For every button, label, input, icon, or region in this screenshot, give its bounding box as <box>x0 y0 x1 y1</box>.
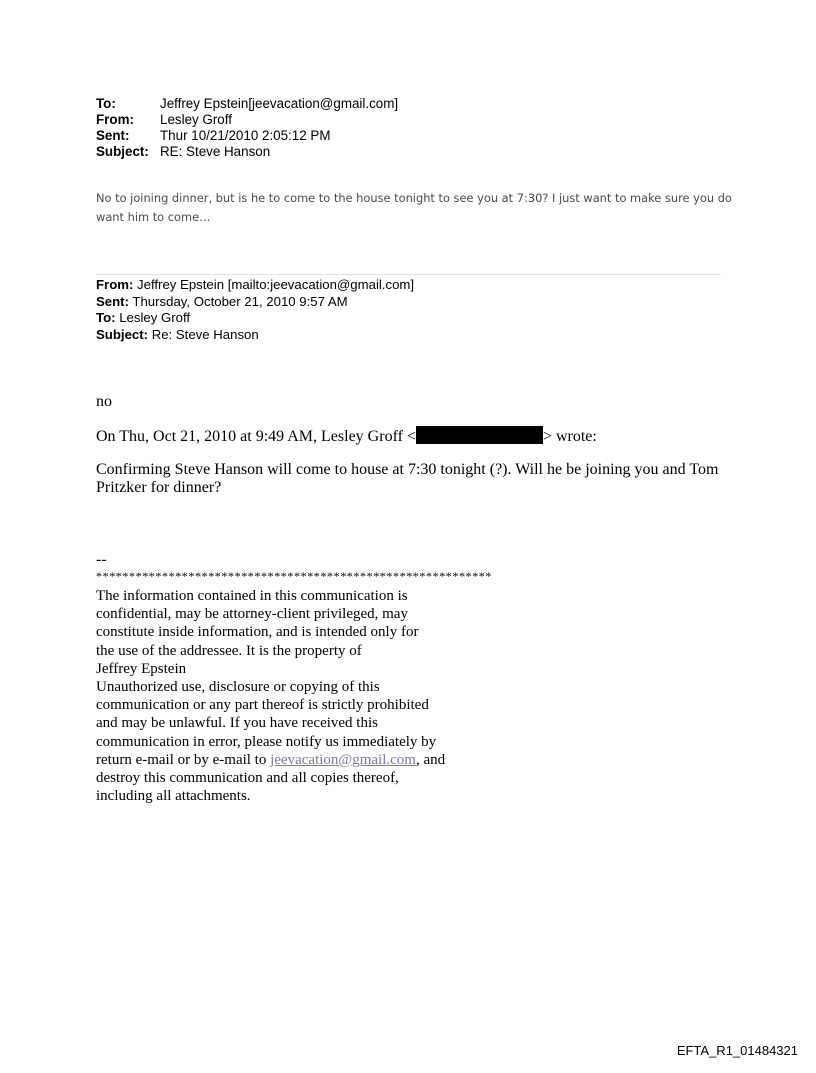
disclaimer-line: confidential, may be attorney-client privileged, may <box>96 606 408 623</box>
disclaimer-line: communication in error, please notify us immediately by <box>96 733 437 750</box>
email-link[interactable]: jeevacation@gmail.com <box>270 751 416 768</box>
disclaimer-line: the use of the addressee. It is the property of <box>96 642 362 659</box>
original-to-label: To: <box>96 310 116 325</box>
disclaimer-line: Jeffrey Epstein <box>96 660 187 677</box>
original-sent-label: Sent: <box>96 293 129 309</box>
original-to-row <box>96 310 414 327</box>
asterisk-divider: ************************************************************ <box>96 569 492 583</box>
sent-label: Sent: <box>96 128 130 143</box>
reply-body: No to joining dinner, but is he to come to the house tonight to see you at 7:30? I just want to make sure you do want him to come… <box>96 191 732 224</box>
to-label: To: <box>96 96 116 111</box>
original-from-row <box>96 277 414 294</box>
original-sent-value: Thursday, October 21, 2010 9:57 AM <box>128 293 348 309</box>
disclaimer-line: Unauthorized use, disclosure or copying of this <box>96 679 380 696</box>
disclaimer-line: communication or any part thereof is strictly prohibited <box>96 697 429 714</box>
disclaimer-line: constitute inside information, and is intended only for <box>96 624 419 641</box>
disclaimer-line: destroy this communication and all copies thereof, <box>96 770 399 787</box>
disclaimer-link-prefix: return e-mail or by e-mail to <box>96 751 271 768</box>
reply-no-text: no <box>96 393 112 410</box>
subject-label: Subject: <box>96 144 149 159</box>
disclaimer-line: The information contained in this communication is <box>96 588 408 604</box>
disclaimer-line: including all attachments. <box>96 788 251 805</box>
original-from-label: From: <box>96 277 134 292</box>
document-id: EFTA_R1_01484321 <box>676 1043 798 1058</box>
original-from-value: Jeffrey Epstein [mailto:jeevacation@gmail.com] <box>133 277 415 292</box>
sent-value: Thur 10/21/2010 2:05:12 PM <box>160 128 331 143</box>
header-subject-row <box>96 144 398 160</box>
to-value: Jeffrey Epstein[jeevacation@gmail.com] <box>160 96 399 111</box>
disclaimer-link-suffix: , and <box>415 751 446 768</box>
original-sent-row <box>96 294 414 311</box>
confidentiality-disclaimer <box>96 587 486 805</box>
email-header <box>96 96 398 160</box>
header-to-row <box>96 96 398 112</box>
original-message-header <box>96 277 414 343</box>
from-value: Lesley Groff <box>160 112 232 127</box>
disclaimer-line-with-link <box>96 751 486 769</box>
reply-divider <box>96 274 721 275</box>
quoted-message-text: Confirming Steve Hanson will come to house at 7:30 tonight (?). Will he be joining you and Tom Pritzker for dinner? <box>96 461 719 496</box>
header-sent-row <box>96 128 398 144</box>
original-subject-value: Re: Steve Hanson <box>148 326 259 342</box>
from-label: From: <box>96 112 134 127</box>
quote-attribution-suffix: > wrote: <box>542 428 597 445</box>
subject-value: RE: Steve Hanson <box>160 144 271 159</box>
disclaimer-line: and may be unlawful. If you have received this <box>96 715 378 732</box>
quote-attribution <box>96 426 597 446</box>
header-from-row <box>96 112 398 128</box>
signature-separator: -- <box>96 551 107 568</box>
redaction-block <box>416 426 543 444</box>
quote-attribution-prefix: On Thu, Oct 21, 2010 at 9:49 AM, Lesley Groff < <box>96 428 416 445</box>
original-to-value: Lesley Groff <box>115 310 191 325</box>
original-subject-row <box>96 327 414 344</box>
original-subject-label: Subject: <box>96 326 149 342</box>
